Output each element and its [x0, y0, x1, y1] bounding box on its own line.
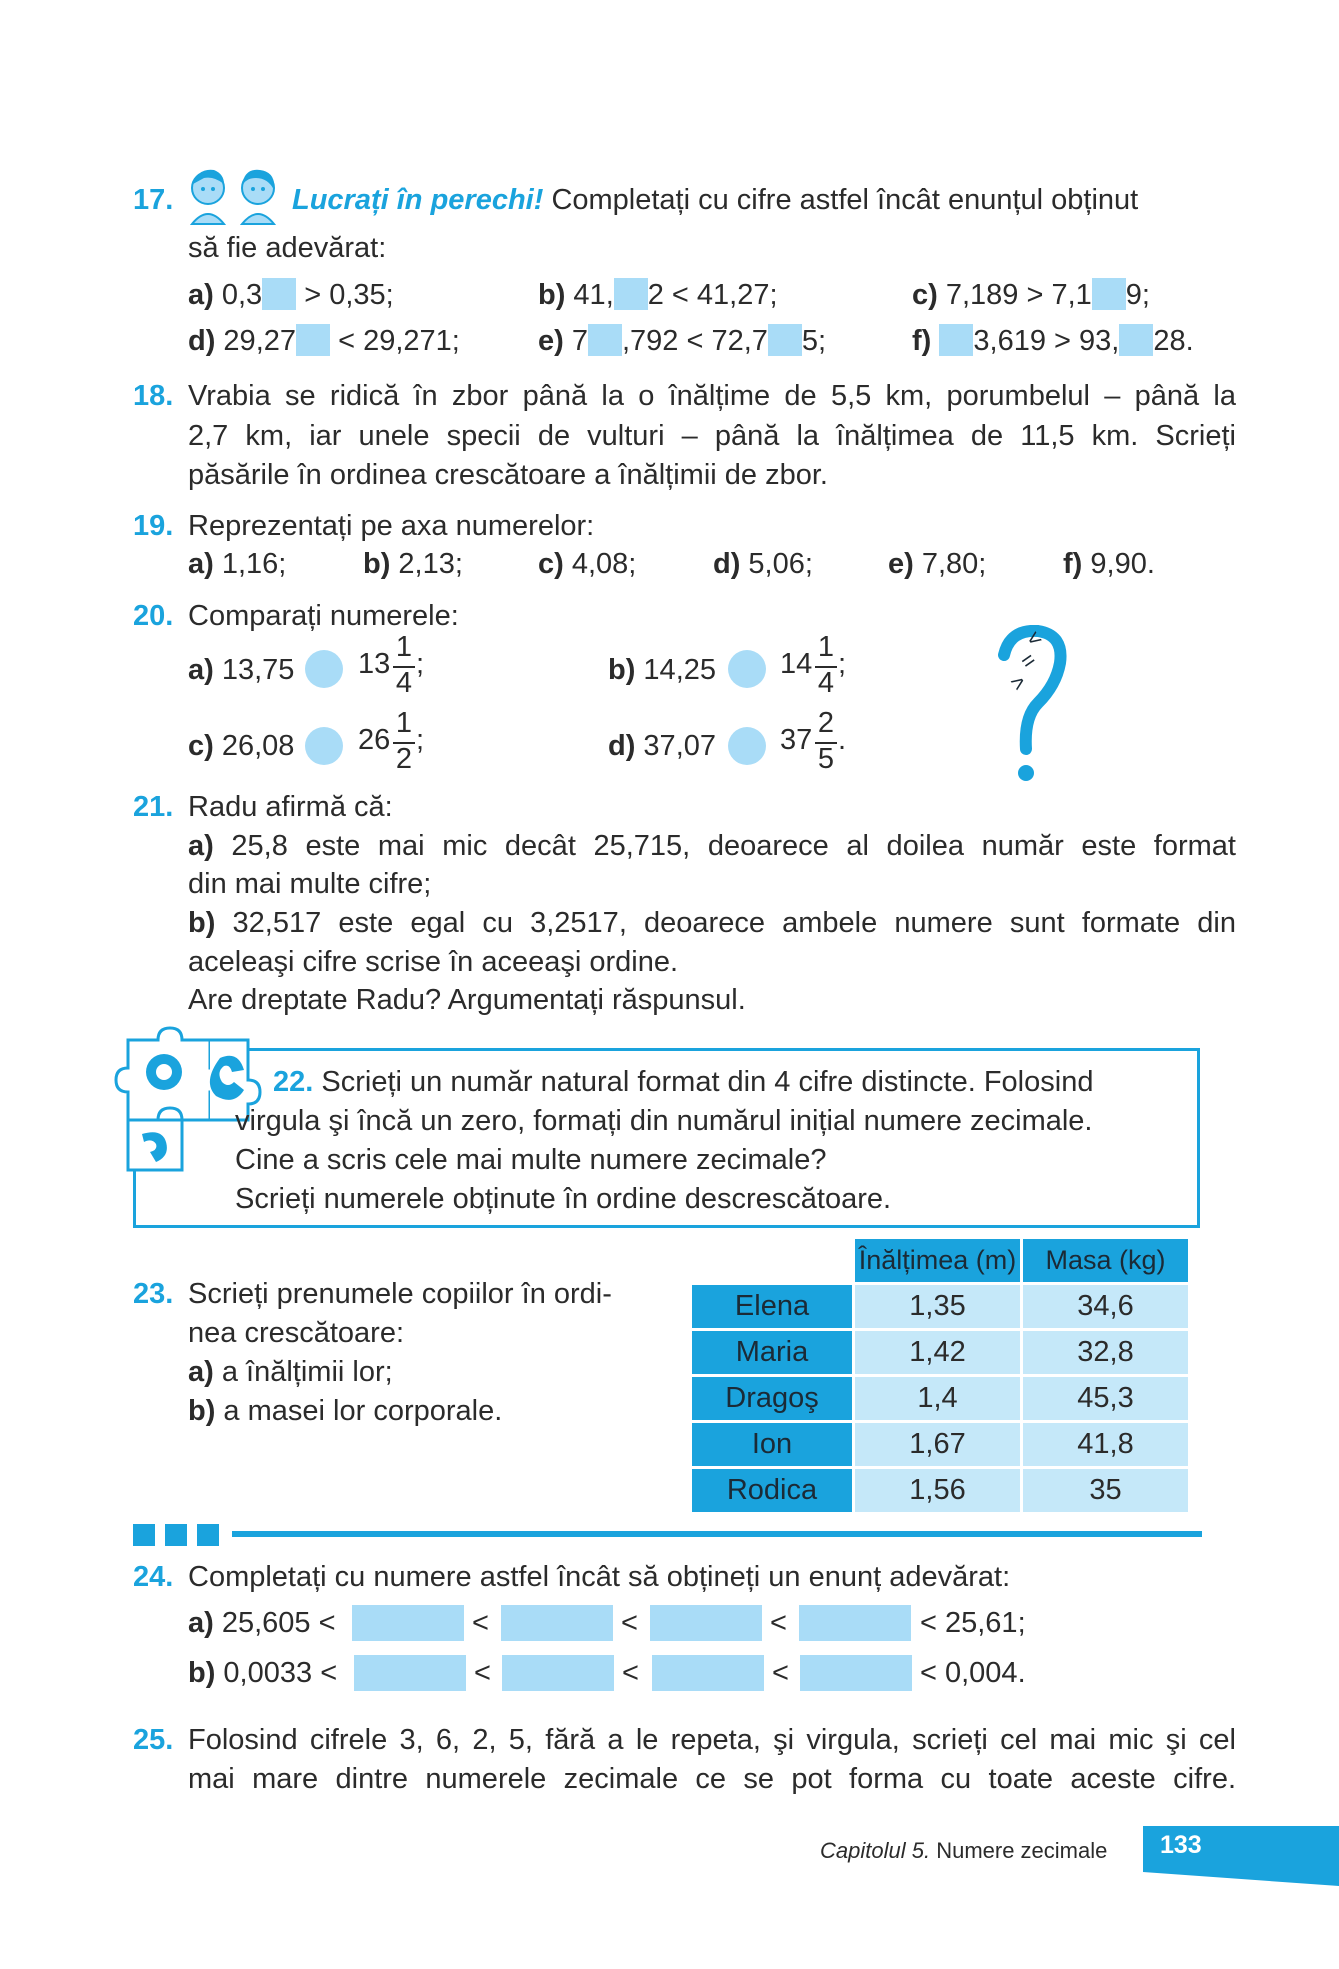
table-header: Masa (kg): [1023, 1239, 1188, 1282]
table-cell-mass: 34,6: [1023, 1285, 1188, 1328]
exercise-22-line2: virgula şi încă un zero, formați din numărul inițial numere zecimale.: [235, 1105, 1093, 1137]
exercise-17-intro: Lucrați în perechi! Completați cu cifre astfel încât enunțul obținut: [292, 184, 1139, 216]
footer-chapter: Capitolul 5. Numere zecimale: [820, 1838, 1108, 1863]
exercise-24-a-end: < 25,61;: [920, 1607, 1026, 1639]
page-number: 133: [1160, 1831, 1202, 1859]
exercise-19-e: e) 7,80;: [888, 548, 987, 580]
exercise-19-d: d) 5,06;: [713, 548, 813, 580]
exercise-24-b-end: < 0,004.: [920, 1657, 1026, 1689]
exercise-18-line3: păsările în ordinea crescătoare a înălțimii de zbor.: [188, 459, 828, 491]
children-pair-icon: [184, 164, 286, 226]
exercise-18-line1: Vrabia se ridică în zbor până la o înălțime de 5,5 km, porumbelul – până la: [188, 380, 1236, 412]
exercise-18-number: 18.: [133, 380, 174, 412]
exercise-20-number: 20.: [133, 600, 174, 632]
exercise-17-d: d) 29,27 < 29,271;: [188, 325, 460, 357]
exercise-24-text: Completați cu numere astfel încât să obțineți un enunț adevărat:: [188, 1561, 1011, 1593]
answer-box[interactable]: [800, 1655, 912, 1691]
exercise-25-number: 25.: [133, 1724, 174, 1756]
exercise-21-a1: a) 25,8 este mai mic decât 25,715, deoarece al doilea număr este format: [188, 830, 1236, 862]
exercise-20-d: d) 37,07: [608, 730, 717, 762]
table-cell-name: Maria: [692, 1331, 852, 1374]
blank-box[interactable]: [614, 278, 648, 310]
exercise-21-a2: din mai multe cifre;: [188, 868, 432, 900]
exercise-23-line2: nea crescătoare:: [188, 1317, 405, 1349]
answer-box[interactable]: [352, 1605, 464, 1641]
exercise-25-line1: Folosind cifrele 3, 6, 2, 5, fără a le repeta, şi virgula, scrieți cel mai mic şi cel: [188, 1724, 1236, 1756]
compare-circle[interactable]: [728, 727, 766, 765]
section-marker: [133, 1524, 155, 1546]
blank-box[interactable]: [768, 324, 802, 356]
exercise-20-a: a) 13,75: [188, 654, 295, 686]
exercise-19-number: 19.: [133, 510, 174, 542]
exercise-20-b: b) 14,25: [608, 654, 717, 686]
symbol-lt: <: [1021, 624, 1047, 653]
compare-circle[interactable]: [305, 727, 343, 765]
exercise-17-a: a) 0,3 > 0,35;: [188, 279, 394, 311]
exercise-21-number: 21.: [133, 791, 174, 823]
blank-box[interactable]: [1092, 278, 1126, 310]
exercise-22-line4: Scrieți numerele obținute în ordine descrescătoare.: [235, 1183, 892, 1215]
exercise-24-b: b) 0,0033 <: [188, 1657, 338, 1689]
exercise-19-b: b) 2,13;: [363, 548, 463, 580]
exercise-17-c: c) 7,189 > 7,1 9;: [912, 279, 1150, 311]
answer-box[interactable]: [799, 1605, 911, 1641]
exercise-23-number: 23.: [133, 1278, 174, 1310]
exercise-23-b: b) a masei lor corporale.: [188, 1395, 503, 1427]
exercise-19-text: Reprezentați pe axa numerelor:: [188, 510, 595, 542]
symbol-eq: =: [1015, 646, 1041, 675]
exercise-24-number: 24.: [133, 1561, 174, 1593]
exercise-19-a: a) 1,16;: [188, 548, 287, 580]
table-cell-name: Ion: [692, 1423, 852, 1466]
symbol-gt: >: [1005, 668, 1031, 697]
lt-sign: <: [770, 1607, 787, 1639]
table-row: [692, 1469, 1188, 1512]
exercise-23-a: a) a înălțimii lor;: [188, 1356, 393, 1388]
lt-sign: <: [474, 1657, 491, 1689]
exercise-25-line2: mai mare dintre numerele zecimale ce se pot forma cu toate aceste cifre.: [188, 1763, 1236, 1795]
section-marker: [197, 1524, 219, 1546]
table-cell-height: 1,56: [855, 1469, 1020, 1512]
table-cell-height: 1,4: [855, 1377, 1020, 1420]
compare-circle[interactable]: [305, 650, 343, 688]
exercise-17-line2: să fie adevărat:: [188, 232, 387, 264]
table-cell-height: 1,67: [855, 1423, 1020, 1466]
exercise-19-c: c) 4,08;: [538, 548, 637, 580]
table-row: [692, 1331, 1188, 1374]
exercise-20-c: c) 26,08: [188, 730, 295, 762]
exercise-24-a: a) 25,605 <: [188, 1607, 336, 1639]
exercise-21-question: Are dreptate Radu? Argumentați răspunsul.: [188, 984, 746, 1016]
blank-box[interactable]: [296, 324, 330, 356]
exercise-17-b: b) 41, 2 < 41,27;: [538, 279, 778, 311]
table-cell-height: 1,42: [855, 1331, 1020, 1374]
exercise-21-text: Radu afirmă că:: [188, 791, 393, 823]
lt-sign: <: [622, 1657, 639, 1689]
table-header: Înălțimea (m): [855, 1239, 1020, 1282]
table-cell-mass: 35: [1023, 1469, 1188, 1512]
exercise-22-line3: Cine a scris cele mai multe numere zecimale?: [235, 1144, 827, 1176]
question-mark-icon: [990, 625, 1070, 785]
mixed-fraction: 14 1 4 ;: [780, 631, 847, 699]
answer-box[interactable]: [502, 1655, 614, 1691]
table-row: [692, 1285, 1188, 1328]
table-cell-mass: 45,3: [1023, 1377, 1188, 1420]
mixed-fraction: 37 2 5 .: [780, 707, 847, 775]
lt-sign: <: [772, 1657, 789, 1689]
exercise-18-line2: 2,7 km, iar unele specii de vulturi – până la înălțimea de 11,5 km. Scrieți: [188, 420, 1236, 452]
table-cell-name: Rodica: [692, 1469, 852, 1512]
blank-box[interactable]: [262, 278, 296, 310]
section-marker: [165, 1524, 187, 1546]
section-divider: [232, 1531, 1202, 1537]
exercise-22-line1: 22. Scrieți un număr natural format din 4 cifre distincte. Folosind: [273, 1066, 1094, 1098]
answer-box[interactable]: [652, 1655, 764, 1691]
exercise-17-line1: 17.: [133, 184, 174, 216]
answer-box[interactable]: [354, 1655, 466, 1691]
exercise-23-line1: Scrieți prenumele copiilor în ordi-: [188, 1278, 612, 1310]
table-row: [692, 1377, 1188, 1420]
compare-circle[interactable]: [728, 650, 766, 688]
table-cell-mass: 41,8: [1023, 1423, 1188, 1466]
table-cell-name: Elena: [692, 1285, 852, 1328]
table-header-row: [692, 1239, 1188, 1282]
lt-sign: <: [621, 1607, 638, 1639]
table-cell-name: Dragoş: [692, 1377, 852, 1420]
exercise-21-b2: aceleaşi cifre scrise în aceeaşi ordine.: [188, 946, 679, 978]
exercise-17-f: f) 3,619 > 93, 28.: [912, 325, 1194, 357]
table-cell-mass: 32,8: [1023, 1331, 1188, 1374]
mixed-fraction: 26 1 2 ;: [358, 707, 425, 775]
blank-box[interactable]: [588, 324, 622, 356]
blank-box[interactable]: [1119, 324, 1153, 356]
table-cell-height: 1,35: [855, 1285, 1020, 1328]
exercise-19-f: f) 9,90.: [1063, 548, 1155, 580]
table-corner: [692, 1239, 852, 1282]
exercise-17-e: e) 7 ,792 < 72,7 5;: [538, 325, 827, 357]
mixed-fraction: 13 1 4 ;: [358, 631, 425, 699]
answer-box[interactable]: [501, 1605, 613, 1641]
answer-box[interactable]: [650, 1605, 762, 1641]
blank-box[interactable]: [939, 324, 973, 356]
exercise-21-b1: b) 32,517 este egal cu 3,2517, deoarece ambele numere sunt formate din: [188, 907, 1236, 939]
table-row: [692, 1423, 1188, 1466]
children-table: [689, 1236, 1191, 1515]
exercise-20-text: Comparați numerele:: [188, 600, 459, 632]
lt-sign: <: [472, 1607, 489, 1639]
